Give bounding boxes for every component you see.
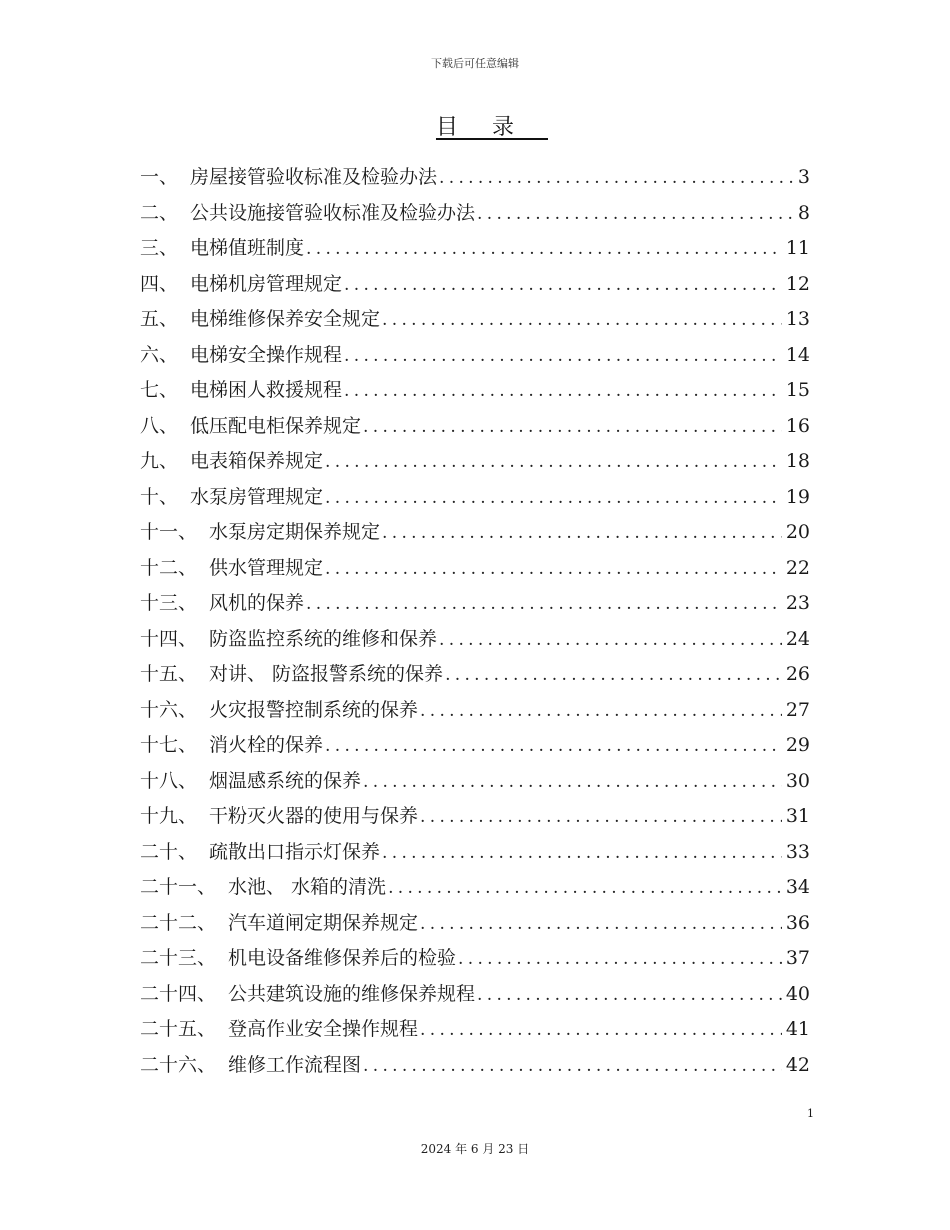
toc-dot-leader	[458, 942, 782, 978]
toc-entry-title: 维修工作流程图	[228, 1053, 362, 1076]
toc-entry-number: 二十、	[140, 840, 198, 863]
toc-entry-title: 登高作业安全操作规程	[228, 1018, 419, 1040]
toc-entry-number: 二十三、	[140, 947, 217, 969]
toc-entry-page: 27	[785, 698, 810, 721]
toc-entry[interactable]	[140, 196, 810, 232]
toc-entry-number: 八、	[140, 414, 179, 437]
toc-entry-title: 房屋接管验收标准及检验办法	[190, 166, 438, 188]
toc-entry-number: 十一、	[140, 521, 198, 543]
toc-entry-title: 供水管理规定	[209, 556, 324, 579]
toc-entry-title: 防盗监控系统的维修和保养	[209, 627, 438, 650]
toc-entry-number: 十、	[140, 485, 179, 508]
toc-dot-leader	[382, 836, 782, 872]
toc-entry[interactable]	[140, 586, 810, 622]
toc-dot-leader	[325, 445, 782, 481]
footer-date: 2024 年 6 月 23 日	[420, 1142, 530, 1156]
toc-dot-leader	[344, 374, 782, 410]
toc-entry-title: 电梯机房管理规定	[190, 272, 343, 295]
toc-entry[interactable]	[140, 977, 810, 1013]
toc-entry-page: 15	[785, 379, 810, 401]
toc-entry-page: 34	[785, 876, 810, 898]
toc-entry-page: 12	[785, 272, 810, 295]
toc-entry-page: 40	[785, 982, 810, 1005]
toc-entry[interactable]	[140, 444, 810, 480]
toc-entry[interactable]	[140, 373, 810, 409]
toc-dot-leader	[445, 658, 782, 694]
toc-entry-number: 一、	[140, 166, 179, 188]
toc-entry-title: 电表箱保养规定	[190, 450, 324, 472]
toc-entry[interactable]	[140, 480, 810, 516]
toc-dot-leader	[344, 268, 782, 304]
toc-entry-page: 31	[785, 805, 810, 827]
toc-entry-page: 42	[785, 1053, 810, 1076]
toc-entry[interactable]	[140, 515, 810, 551]
toc-entry-page: 8	[797, 201, 810, 224]
toc-entry-number: 二十四、	[140, 982, 217, 1005]
toc-dot-leader	[325, 481, 782, 517]
toc-entry-title: 干粉灭火器的使用与保养	[209, 805, 419, 827]
toc-entry-title: 风机的保养	[209, 592, 305, 614]
toc-entry-title: 火灾报警控制系统的保养	[209, 698, 419, 721]
toc-entry-number: 十八、	[140, 769, 198, 792]
toc-entry-number: 七、	[140, 379, 179, 401]
toc-dot-leader	[439, 623, 782, 659]
toc-entry-page: 33	[785, 840, 810, 863]
toc-dot-leader	[306, 587, 782, 623]
toc-entry-title: 水池、 水箱的清洗	[228, 876, 387, 898]
toc-entry-page: 36	[785, 911, 810, 934]
toc-entry-number: 二十一、	[140, 876, 217, 898]
toc-entry-page: 3	[797, 166, 810, 188]
toc-entry[interactable]	[140, 941, 810, 977]
toc-entry-page: 22	[785, 556, 810, 579]
toc-entry-title: 汽车道闸定期保养规定	[228, 911, 419, 934]
toc-entry-number: 二十六、	[140, 1053, 217, 1076]
toc-entry[interactable]	[140, 906, 810, 942]
toc-entry-title: 公共设施接管验收标准及检验办法	[190, 201, 476, 224]
toc-dot-leader	[325, 729, 782, 765]
toc-entry-page: 41	[785, 1018, 810, 1040]
toc-entry-number: 十三、	[140, 592, 198, 614]
toc-dot-leader	[420, 800, 782, 836]
toc-entry-number: 十九、	[140, 805, 198, 827]
toc-entry[interactable]	[140, 160, 810, 196]
toc-dot-leader	[306, 232, 782, 268]
toc-entry[interactable]	[140, 764, 810, 800]
toc-entry-title: 低压配电柜保养规定	[190, 414, 362, 437]
toc-entry-number: 十五、	[140, 663, 198, 685]
toc-entry-number: 二十五、	[140, 1018, 217, 1040]
toc-dot-leader	[344, 339, 782, 375]
toc-entry-number: 十六、	[140, 698, 198, 721]
toc-entry-page: 18	[785, 450, 810, 472]
toc-entry[interactable]	[140, 338, 810, 374]
toc-entry[interactable]	[140, 1012, 810, 1048]
toc-entry-number: 三、	[140, 237, 179, 259]
toc-entry[interactable]	[140, 622, 810, 658]
toc-entry[interactable]	[140, 267, 810, 303]
toc-entry[interactable]	[140, 728, 810, 764]
toc-dot-leader	[363, 765, 782, 801]
toc-entry-page: 13	[785, 308, 810, 330]
page-number: 1	[807, 1107, 814, 1120]
toc-entry-page: 14	[785, 343, 810, 366]
toc-dot-leader	[477, 978, 782, 1014]
toc-entry-page: 29	[785, 734, 810, 756]
toc-entry[interactable]	[140, 870, 810, 906]
toc-dot-leader	[439, 161, 794, 197]
toc-entry-number: 十七、	[140, 734, 198, 756]
toc-entry-title: 消火栓的保养	[209, 734, 324, 756]
toc-dot-leader	[420, 694, 782, 730]
toc-entry-page: 23	[785, 592, 810, 614]
toc-entry-title: 电梯安全操作规程	[190, 343, 343, 366]
toc-entry[interactable]	[140, 551, 810, 587]
toc-entry-number: 六、	[140, 343, 179, 366]
toc-entry-page: 24	[785, 627, 810, 650]
toc-entry-page: 26	[785, 663, 810, 685]
header-note: 下载后可任意编辑	[431, 57, 519, 70]
toc-dot-leader	[420, 1013, 782, 1049]
page-title: 目录	[435, 115, 548, 140]
toc-entry[interactable]	[140, 409, 810, 445]
toc-dot-leader	[388, 871, 782, 907]
toc-entry-title: 机电设备维修保养后的检验	[228, 947, 457, 969]
toc-entry-page: 19	[785, 485, 810, 508]
toc-entry-title: 电梯困人救援规程	[190, 379, 343, 401]
toc-entry-number: 五、	[140, 308, 179, 330]
toc-entry-page: 11	[785, 237, 810, 259]
toc-dot-leader	[363, 410, 782, 446]
toc-dot-leader	[382, 303, 782, 339]
toc-entry[interactable]	[140, 799, 810, 835]
toc-entry-number: 二、	[140, 201, 179, 224]
toc-entry-number: 二十二、	[140, 911, 217, 934]
toc-dot-leader	[420, 907, 782, 943]
toc-entry[interactable]	[140, 835, 810, 871]
toc-entry[interactable]	[140, 231, 810, 267]
toc-entry-title: 水泵房管理规定	[190, 485, 324, 508]
toc-entry[interactable]	[140, 693, 810, 729]
toc-dot-leader	[325, 552, 782, 588]
toc-entry[interactable]	[140, 657, 810, 693]
toc-entry-number: 十二、	[140, 556, 198, 579]
toc-entry-page: 30	[785, 769, 810, 792]
toc-dot-leader	[382, 516, 782, 552]
table-of-contents	[140, 160, 810, 1083]
toc-entry-title: 电梯值班制度	[190, 237, 305, 259]
toc-entry-title: 电梯维修保养安全规定	[190, 308, 381, 330]
toc-dot-leader	[477, 197, 794, 233]
toc-entry-title: 水泵房定期保养规定	[209, 521, 381, 543]
toc-entry-number: 十四、	[140, 627, 198, 650]
toc-entry-title: 烟温感系统的保养	[209, 769, 362, 792]
toc-entry[interactable]	[140, 1048, 810, 1084]
toc-entry-number: 九、	[140, 450, 179, 472]
toc-dot-leader	[363, 1049, 782, 1085]
toc-entry-page: 20	[785, 521, 810, 543]
toc-entry-title: 疏散出口指示灯保养	[209, 840, 381, 863]
toc-entry-page: 37	[785, 947, 810, 969]
toc-entry-title: 公共建筑设施的维修保养规程	[228, 982, 476, 1005]
toc-entry-title: 对讲、 防盗报警系统的保养	[209, 663, 444, 685]
toc-entry-number: 四、	[140, 272, 179, 295]
toc-entry-page: 16	[785, 414, 810, 437]
toc-entry[interactable]	[140, 302, 810, 338]
